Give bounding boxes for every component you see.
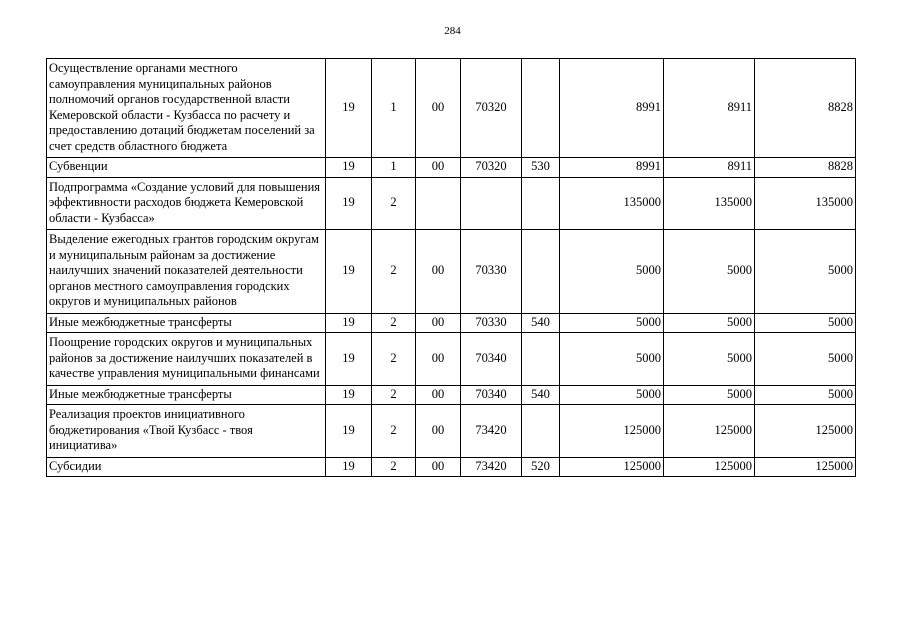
subprogram-code: 2 — [372, 230, 416, 314]
subprogram-code: 2 — [372, 333, 416, 386]
subprogram-code: 2 — [372, 177, 416, 230]
expense-code: 70330 — [461, 230, 522, 314]
direction-code — [416, 177, 461, 230]
amount-year-1: 125000 — [560, 405, 664, 458]
program-code: 19 — [326, 177, 372, 230]
program-code: 19 — [326, 59, 372, 158]
row-name: Подпрограмма «Создание условий для повышения эффективности расходов бюджета Кемеровской области - Кузбасса» — [47, 177, 326, 230]
expense-code: 70320 — [461, 158, 522, 178]
expense-type: 540 — [522, 313, 560, 333]
amount-year-2: 5000 — [664, 313, 755, 333]
amount-year-1: 5000 — [560, 230, 664, 314]
table-row — [47, 313, 856, 333]
amount-year-1: 5000 — [560, 333, 664, 386]
amount-year-3: 5000 — [755, 333, 856, 386]
table-row — [47, 333, 856, 386]
amount-year-2: 5000 — [664, 333, 755, 386]
expense-code: 73420 — [461, 457, 522, 477]
amount-year-2: 8911 — [664, 59, 755, 158]
direction-code: 00 — [416, 405, 461, 458]
table-row — [47, 385, 856, 405]
amount-year-3: 125000 — [755, 405, 856, 458]
direction-code: 00 — [416, 59, 461, 158]
expense-code: 70340 — [461, 333, 522, 386]
row-name: Субвенции — [47, 158, 326, 178]
amount-year-3: 5000 — [755, 385, 856, 405]
budget-table — [46, 58, 856, 477]
expense-code: 73420 — [461, 405, 522, 458]
page-number: 284 — [444, 25, 461, 37]
expense-code — [461, 177, 522, 230]
direction-code: 00 — [416, 230, 461, 314]
expense-code: 70320 — [461, 59, 522, 158]
direction-code: 00 — [416, 457, 461, 477]
program-code: 19 — [326, 230, 372, 314]
expense-type: 530 — [522, 158, 560, 178]
table-row — [47, 158, 856, 178]
row-name: Выделение ежегодных грантов городским округам и муниципальным районам за достижение наилучших значений показателей деятельности органов местного самоуправления городских округов и муниципальных районов — [47, 230, 326, 314]
amount-year-3: 5000 — [755, 313, 856, 333]
row-name: Поощрение городских округов и муниципальных районов за достижение наилучших показателей в качестве управления муниципальными финансами — [47, 333, 326, 386]
expense-code: 70340 — [461, 385, 522, 405]
subprogram-code: 2 — [372, 457, 416, 477]
program-code: 19 — [326, 333, 372, 386]
subprogram-code: 1 — [372, 158, 416, 178]
program-code: 19 — [326, 405, 372, 458]
row-name: Реализация проектов инициативного бюджетирования «Твой Кузбасс - твоя инициатива» — [47, 405, 326, 458]
direction-code: 00 — [416, 333, 461, 386]
amount-year-2: 8911 — [664, 158, 755, 178]
amount-year-2: 125000 — [664, 457, 755, 477]
amount-year-3: 8828 — [755, 158, 856, 178]
expense-type — [522, 177, 560, 230]
subprogram-code: 1 — [372, 59, 416, 158]
amount-year-2: 135000 — [664, 177, 755, 230]
row-name: Субсидии — [47, 457, 326, 477]
amount-year-3: 8828 — [755, 59, 856, 158]
amount-year-2: 5000 — [664, 230, 755, 314]
amount-year-3: 135000 — [755, 177, 856, 230]
amount-year-2: 5000 — [664, 385, 755, 405]
expense-type — [522, 59, 560, 158]
expense-type — [522, 230, 560, 314]
table-row — [47, 177, 856, 230]
program-code: 19 — [326, 313, 372, 333]
subprogram-code: 2 — [372, 313, 416, 333]
expense-code: 70330 — [461, 313, 522, 333]
expense-type: 540 — [522, 385, 560, 405]
amount-year-2: 125000 — [664, 405, 755, 458]
program-code: 19 — [326, 457, 372, 477]
table-row — [47, 405, 856, 458]
amount-year-3: 5000 — [755, 230, 856, 314]
expense-type — [522, 333, 560, 386]
direction-code: 00 — [416, 313, 461, 333]
row-name: Осуществление органами местного самоуправления муниципальных районов полномочий органов государственной власти Кемеровской области - Кузбасса по расчету и предоставлению дотаций бюджетам поселений за счет средств областного бюджета — [47, 59, 326, 158]
subprogram-code: 2 — [372, 405, 416, 458]
amount-year-1: 5000 — [560, 313, 664, 333]
direction-code: 00 — [416, 385, 461, 405]
row-name: Иные межбюджетные трансферты — [47, 313, 326, 333]
program-code: 19 — [326, 385, 372, 405]
amount-year-1: 8991 — [560, 158, 664, 178]
amount-year-1: 8991 — [560, 59, 664, 158]
expense-type — [522, 405, 560, 458]
amount-year-1: 125000 — [560, 457, 664, 477]
amount-year-3: 125000 — [755, 457, 856, 477]
row-name: Иные межбюджетные трансферты — [47, 385, 326, 405]
direction-code: 00 — [416, 158, 461, 178]
amount-year-1: 135000 — [560, 177, 664, 230]
expense-type: 520 — [522, 457, 560, 477]
table-row — [47, 457, 856, 477]
amount-year-1: 5000 — [560, 385, 664, 405]
program-code: 19 — [326, 158, 372, 178]
subprogram-code: 2 — [372, 385, 416, 405]
table-row — [47, 59, 856, 158]
table-row — [47, 230, 856, 314]
